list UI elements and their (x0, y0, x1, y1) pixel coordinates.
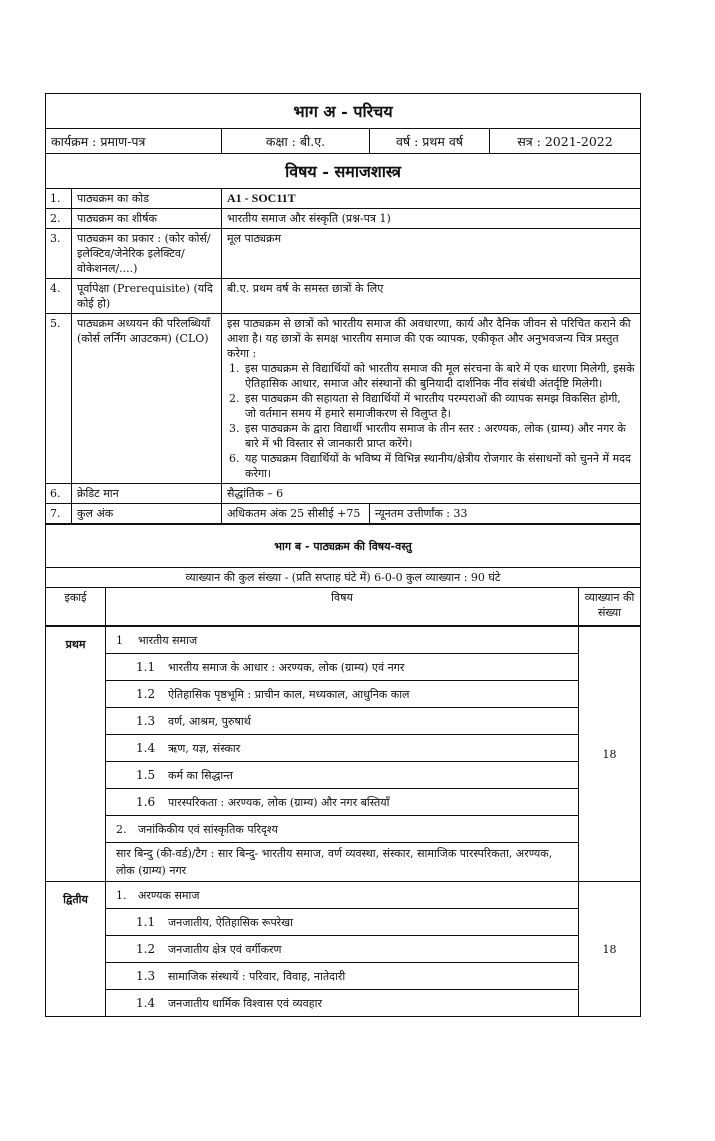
lecture-count: 18 (579, 882, 641, 1017)
unit-topic-row (46, 789, 641, 816)
outcome-text: इस पाठ्यक्रम की सहायता से विद्यार्थियों में भारतीय परम्पराओं की व्यापक समझ विकसित होगी, जो वर्तमान समय में हमारे समाजीकरण से विलुप्त है। (245, 392, 621, 420)
subtopic-text: वर्ण, आश्रम, पुरुषार्थ (168, 714, 251, 728)
syllabus-document (45, 93, 640, 1017)
course-title: भारतीय समाज और संस्कृति (प्रश्न-पत्र 1) (222, 209, 641, 229)
subtopic (106, 963, 579, 990)
session-label: सत्र : 2021-2022 (490, 129, 641, 154)
unit-topic-row (46, 882, 641, 909)
subtopic-number: 1.1 (136, 659, 156, 674)
program-label: कार्यक्रम : प्रमाण-पत्र (46, 129, 222, 154)
row-label: पाठ्यक्रम का कोड (72, 189, 222, 209)
unit-topic-row (46, 816, 641, 843)
outcomes-list (227, 361, 635, 481)
subtopic-number: 1.2 (136, 686, 156, 701)
credit-value: सैद्धांतिक – 6 (222, 484, 641, 504)
header-topic: विषय (106, 588, 579, 626)
row-label: पाठ्यक्रम अध्ययन की परिलब्धियाँ (कोर्स लर्निंग आउटकम) (CLO) (72, 314, 222, 484)
unit-topic-row (46, 909, 641, 936)
subtopic-text: पारस्परिकता : अरण्यक, लोक (ग्राम्य) और नगर बस्तियाँ (168, 795, 390, 809)
main-topic-text: अरण्यक समाज (138, 888, 200, 902)
units-table (45, 626, 641, 1017)
info-row (46, 484, 641, 504)
unit-topic-row (46, 963, 641, 990)
outcome-item (229, 421, 635, 451)
unit-topic-row (46, 654, 641, 681)
subtopic-text: जनजातीय धार्मिक विश्वास एवं व्यवहार (168, 996, 322, 1010)
subtopic (106, 936, 579, 963)
subtopic-text: जनजातीय क्षेत्र एवं वर्गीकरण (168, 942, 282, 956)
subtopic (106, 708, 579, 735)
info-row (46, 209, 641, 229)
main-topic-text: भारतीय समाज (138, 633, 198, 647)
main-topic-number: 1. (116, 888, 127, 902)
unit-topic-row (46, 936, 641, 963)
subtopic-number: 1.3 (136, 713, 156, 728)
course-outcomes (222, 314, 641, 484)
unit-topic-row (46, 708, 641, 735)
course-code: A1 - SOC11T (222, 189, 641, 209)
outcome-number: 2. (229, 392, 240, 405)
row-number: 1. (46, 189, 72, 209)
outcome-text: यह पाठ्यक्रम विद्यार्थियों के भविष्य में विभिन्न स्थानीय/क्षेत्रीय रोजगार के संसाधनों को चुनने में मदद करेगा। (245, 452, 631, 480)
keywords: सार बिन्दु (की-वर्ड)/टैग : सार बिन्दु- भारतीय समाज, वर्ण व्यवस्था, संस्कार, सामाजिक पारस्परिकता, अरण्यक, लोक (ग्राम्य) नगर (106, 843, 579, 882)
row-number: 3. (46, 229, 72, 279)
lecture-count: 18 (579, 627, 641, 882)
row-number: 4. (46, 279, 72, 314)
outcome-text: इस पाठ्यक्रम के द्वारा विद्यार्थी भारतीय समाज के तीन स्तर : अरण्यक, लोक (ग्राम्य) और नगर के बारे में भी विस्तार से जानकारी प्राप्त करेंगे। (245, 422, 626, 450)
lecture-summary: व्याख्यान की कुल संख्या - (प्रति सप्ताह घंटे में) 6-0-0 कुल व्याख्यान : 90 घंटे (46, 568, 641, 588)
info-row (46, 314, 641, 484)
outcome-number: 6. (229, 452, 240, 465)
unit-topic-row (46, 627, 641, 654)
info-row (46, 189, 641, 209)
header-unit: इकाई (46, 588, 106, 626)
row-number: 6. (46, 484, 72, 504)
subtopic-number: 1.3 (136, 968, 156, 983)
subtopic (106, 735, 579, 762)
row-label: पाठ्यक्रम का प्रकार : (कोर कोर्स/इलेक्टिव/जेनेरिक इलेक्टिव/वोकेशनल/....) (72, 229, 222, 279)
year-label: वर्ष : प्रथम वर्ष (370, 129, 490, 154)
subtopic-number: 1.1 (136, 914, 156, 929)
outcome-number: 1. (229, 362, 240, 375)
info-row (46, 504, 641, 524)
main-topic (106, 627, 579, 654)
outcomes-intro: इस पाठ्यक्रम से छात्रों को भारतीय समाज की अवधारणा, कार्य और दैनिक जीवन से परिचित कराने की आशा है। यह छात्रों के समक्ष भारतीय समाज की एक व्यापक, एकीकृत और अनुभवजन्य चित्र प्रस्तुत करेगा : (227, 317, 631, 360)
row-number: 5. (46, 314, 72, 484)
outcome-item (229, 361, 635, 391)
part-b-title: भाग ब - पाठ्यक्रम की विषय-वस्तु (46, 525, 641, 568)
subtopic (106, 789, 579, 816)
row-label: पूर्वापेक्षा (Prerequisite) (यदि कोई हो) (72, 279, 222, 314)
main-topic (106, 816, 579, 843)
min-pass-marks: न्यूनतम उत्तीर्णांक : 33 (370, 504, 641, 524)
row-number: 7. (46, 504, 72, 524)
prerequisite: बी.ए. प्रथम वर्ष के समस्त छात्रों के लिए (222, 279, 641, 314)
outcome-item (229, 451, 635, 481)
row-label: क्रेडिट मान (72, 484, 222, 504)
main-topic-number: 1 (116, 633, 123, 647)
max-marks: अधिकतम अंक 25 सीसीई +75 (222, 504, 370, 524)
part-a-table (45, 93, 641, 524)
unit-name: प्रथम (46, 627, 106, 882)
subtopic (106, 654, 579, 681)
info-row (46, 279, 641, 314)
subtopic-text: ऋण, यज्ञ, संस्कार (168, 741, 241, 755)
subtopic-text: ऐतिहासिक पृष्ठभूमि : प्राचीन काल, मध्यकाल, आधुनिक काल (168, 687, 410, 701)
subject-title: विषय - समाजशास्त्र (46, 154, 641, 189)
main-topic-number: 2. (116, 822, 127, 836)
outcome-text: इस पाठ्यक्रम से विद्यार्थियों को भारतीय समाज की मूल संरचना के बारे में एक धारणा मिलेगी, इसके ऐतिहासिक आधार, समाज और संस्थानों की बुनियादी दार्शनिक नींव संबंधी अंतर्दृष्टि मिलेगी। (245, 362, 635, 390)
subtopic-text: भारतीय समाज के आधार : अरण्यक, लोक (ग्राम्य) एवं नगर (168, 660, 405, 674)
subtopic-text: जनजातीय, ऐतिहासिक रूपरेखा (168, 915, 294, 929)
subtopic (106, 909, 579, 936)
header-lectures: व्याख्यान की संख्या (579, 588, 641, 626)
subtopic-number: 1.4 (136, 995, 156, 1010)
class-label: कक्षा : बी.ए. (222, 129, 370, 154)
row-label: कुल अंक (72, 504, 222, 524)
outcome-item (229, 391, 635, 421)
main-topic (106, 882, 579, 909)
row-label: पाठ्यक्रम का शीर्षक (72, 209, 222, 229)
subtopic-number: 1.2 (136, 941, 156, 956)
part-b-table (45, 524, 641, 626)
row-number: 2. (46, 209, 72, 229)
unit-topic-row (46, 990, 641, 1017)
subtopic-number: 1.5 (136, 767, 156, 782)
subtopic (106, 762, 579, 789)
course-type: मूल पाठ्यक्रम (222, 229, 641, 279)
unit-topic-row (46, 735, 641, 762)
subtopic-number: 1.6 (136, 794, 156, 809)
part-a-title: भाग अ - परिचय (46, 94, 641, 129)
subtopic-text: कर्म का सिद्धान्त (168, 768, 233, 782)
info-row (46, 229, 641, 279)
unit-topic-row (46, 762, 641, 789)
unit-topic-row (46, 681, 641, 708)
unit-topic-row (46, 843, 641, 882)
subtopic-number: 1.4 (136, 740, 156, 755)
outcome-number: 3. (229, 422, 240, 435)
subtopic (106, 681, 579, 708)
subtopic (106, 990, 579, 1017)
unit-name: द्वितीय (46, 882, 106, 1017)
main-topic-text: जनांकिकीय एवं सांस्कृतिक परिदृश्य (138, 822, 278, 836)
subtopic-text: सामाजिक संस्थायें : परिवार, विवाह, नातेदारी (168, 969, 346, 983)
